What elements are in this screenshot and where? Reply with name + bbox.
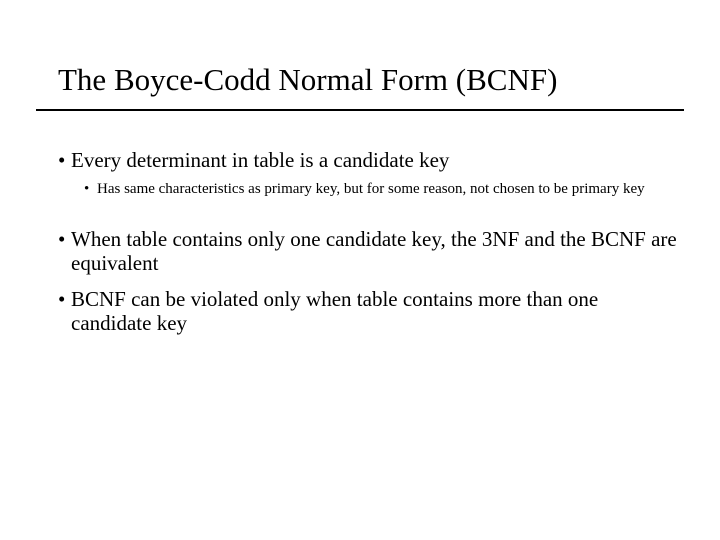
title-divider	[36, 109, 684, 111]
bullet-text: When table contains only one candidate key, the 3NF and the BCNF are equivalent	[71, 227, 677, 275]
bullet-dot-icon: •	[58, 148, 66, 172]
bullet-dot-icon: •	[58, 287, 66, 311]
slide-title: The Boyce-Codd Normal Form (BCNF)	[58, 62, 558, 97]
sub-bullet-dot-icon: •	[84, 181, 90, 197]
bullet-item	[58, 227, 678, 275]
bullet-text: Every determinant in table is a candidate key	[71, 148, 450, 172]
bullet-dot-icon: •	[58, 227, 66, 251]
sub-bullet-item	[84, 180, 674, 198]
sub-bullet-text: Has same characteristics as primary key, but for some reason, not chosen to be primary key	[97, 181, 645, 197]
bullet-item	[58, 287, 678, 335]
bullet-text: BCNF can be violated only when table contains more than one candidate key	[71, 287, 599, 335]
bullet-item	[58, 148, 678, 172]
